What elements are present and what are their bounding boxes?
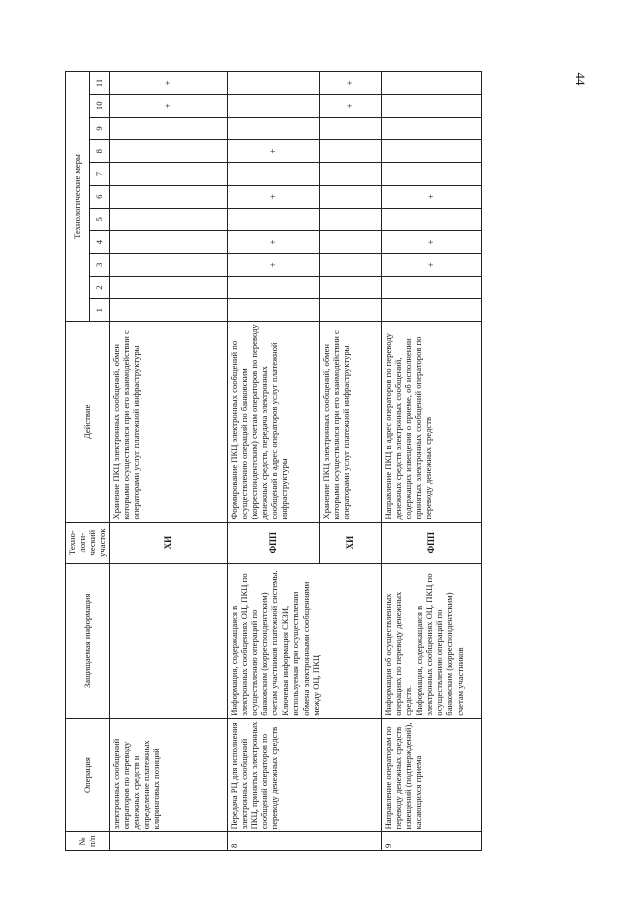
measure-mark [227, 117, 319, 140]
measure-mark [319, 185, 381, 208]
measure-mark [381, 117, 481, 140]
action-cell: Формирование ПКЦ электронных сообщений по осуществлению операций по банковским (корреспондентским) счетам операторов по переводу денежных средств, передача электронных сообщений в адрес операторов услуг платежной инфраструктуры [227, 322, 319, 522]
measure-mark [227, 94, 319, 117]
measure-mark: + [227, 140, 319, 163]
measure-mark: + [227, 253, 319, 276]
tech-area-cell: ФПП [381, 522, 481, 563]
header-no: № п/п [66, 832, 110, 851]
info-paragraph: Информация, содержащаяся в электронных сообщениях ОЦ, ПКЦ по осуществлению операций по банковским (корреспондентским) счетам участников платежной системы. [228, 570, 280, 716]
measure-mark [227, 163, 319, 186]
row-number: 8 [227, 832, 381, 851]
measure-mark [109, 140, 227, 163]
measure-mark [109, 208, 227, 231]
row-number [109, 832, 227, 851]
measure-col-header: 4 [89, 231, 109, 254]
measure-mark [109, 253, 227, 276]
measure-col-header: 11 [89, 72, 109, 95]
measure-col-header: 5 [89, 208, 109, 231]
measure-col-header: 7 [89, 163, 109, 186]
measure-mark [227, 276, 319, 299]
row-number: 9 [381, 832, 481, 851]
info-cell [227, 563, 381, 718]
measure-mark [319, 140, 381, 163]
table-row [109, 72, 227, 851]
measures-table-sheet [65, 71, 617, 851]
operation-cell: электронных сообщений операторов по переводу денежных средств и определение платежных клиринговых позиций [109, 718, 227, 832]
measure-col-header: 2 [89, 276, 109, 299]
action-cell: Хранение ПКЦ электронных сообщений, обмен которыми осуществлялся при его взаимодействии с операторами услуг платежной инфраструктуры [109, 322, 227, 522]
measure-col-header: 9 [89, 117, 109, 140]
measure-mark: + [319, 94, 381, 117]
header-measures-title: Технологические меры [66, 72, 90, 322]
measure-mark [319, 208, 381, 231]
measure-col-header: 10 [89, 94, 109, 117]
measure-mark [381, 276, 481, 299]
measure-mark [109, 276, 227, 299]
measure-mark [109, 163, 227, 186]
table-row [381, 72, 481, 851]
measures-table [65, 71, 482, 851]
info-paragraph: Информация об осуществленных операциях по переводу денежных средств. [382, 591, 413, 716]
table-row [227, 72, 319, 851]
tech-area-cell: ФПП [227, 522, 319, 563]
measure-mark: + [319, 72, 381, 95]
measure-mark: + [109, 94, 227, 117]
action-cell: Направление ПКЦ в адрес операторов по переводу денежных средств электронных сообщений, содержащих извещения о приеме, об исполнении принятых электронных сообщений операторов по переводу денежных средств [381, 322, 481, 522]
measure-col-header: 6 [89, 185, 109, 208]
measure-mark [109, 231, 227, 254]
measure-mark [227, 208, 319, 231]
measure-mark [227, 299, 319, 322]
measure-col-header: 8 [89, 140, 109, 163]
measure-col-header: 3 [89, 253, 109, 276]
measure-mark: + [381, 231, 481, 254]
measure-mark: + [381, 253, 481, 276]
measure-mark: + [227, 185, 319, 208]
measure-mark [381, 140, 481, 163]
tech-area-cell: ХИ [319, 522, 381, 563]
header-operation: Операция [66, 718, 110, 832]
info-cell [109, 563, 227, 718]
measure-mark: + [109, 72, 227, 95]
operation-cell: Направление операторам по переводу денежных средств извещений (подтверждений), касающихся приема [381, 718, 481, 832]
measure-mark [109, 117, 227, 140]
action-cell: Хранение ПКЦ электронных сообщений, обмен которыми осуществлялся при его взаимодействии с операторами услуг платежной инфраструктуры [319, 322, 381, 522]
measure-mark [319, 299, 381, 322]
header-info: Защищаемая информация [66, 563, 110, 718]
info-paragraph: Ключевая информация СКЗИ, используемая при осуществлении обмена электронными сообщениями между ОЦ, ПКЦ [280, 581, 321, 716]
measure-mark [319, 163, 381, 186]
header-action: Действие [66, 322, 110, 522]
measure-mark [109, 299, 227, 322]
measure-mark: + [381, 185, 481, 208]
measure-mark [319, 117, 381, 140]
measure-mark: + [227, 231, 319, 254]
tech-area-cell: ХИ [109, 522, 227, 563]
measure-mark [381, 72, 481, 95]
header-tech-area: Техно-логи-ческий участок [66, 522, 110, 563]
page-number: 44 [573, 72, 588, 86]
measure-mark [319, 231, 381, 254]
measure-mark [381, 94, 481, 117]
measure-mark [381, 208, 481, 231]
measure-col-header: 1 [89, 299, 109, 322]
measure-mark [227, 72, 319, 95]
info-paragraph: Информация, содержащаяся в электронных сообщениях ОЦ, ПКЦ по осуществлению операций по банковским (корреспондентским) счетам участников [413, 573, 465, 716]
measure-mark [319, 276, 381, 299]
measure-mark [381, 163, 481, 186]
measure-mark [319, 253, 381, 276]
operation-cell: Передача РЦ для исполнения электронных сообщений ПКЦ, принятых электронных сообщений операторов по переводу денежных средств [227, 718, 381, 832]
info-cell [381, 563, 481, 718]
measure-mark [381, 299, 481, 322]
measure-mark [109, 185, 227, 208]
